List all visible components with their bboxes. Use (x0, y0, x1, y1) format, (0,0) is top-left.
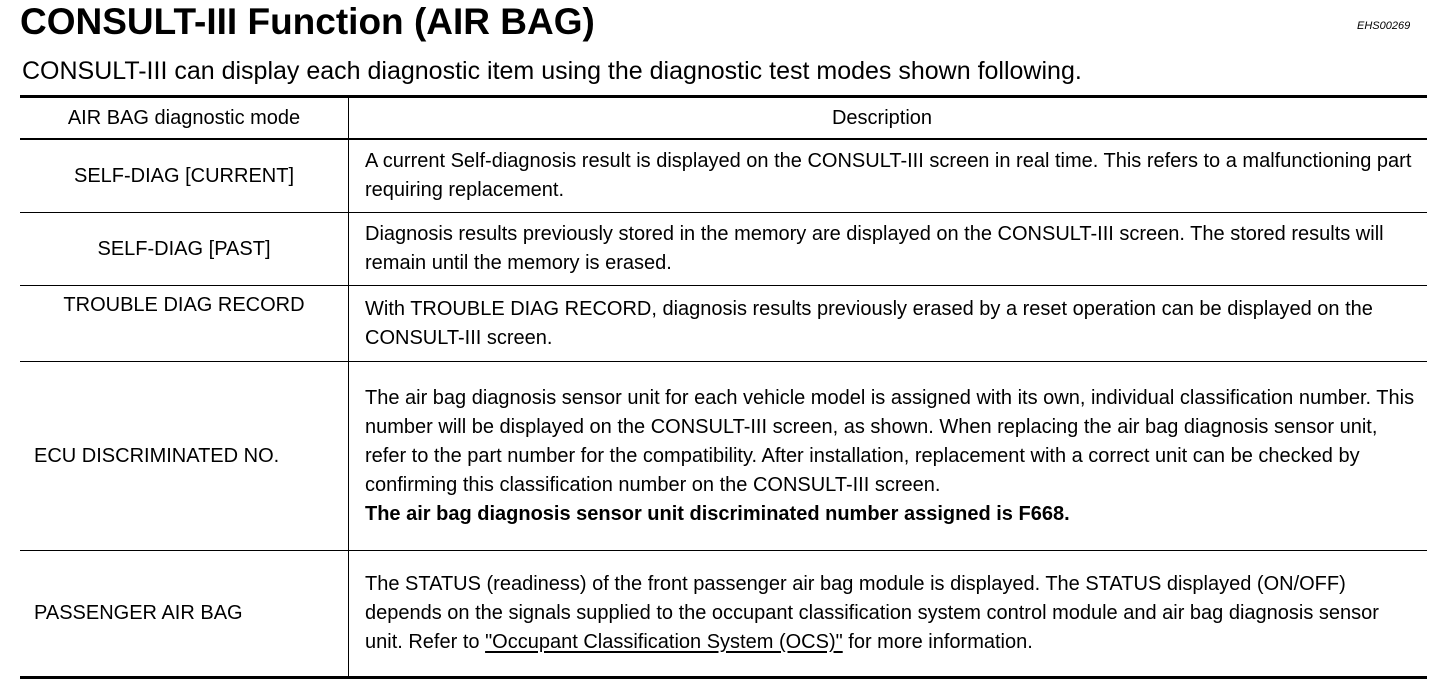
document-code: EHS00269 (1357, 20, 1411, 32)
mode-cell: SELF-DIAG [CURRENT] (20, 139, 349, 213)
column-header-description: Description (349, 97, 1428, 140)
table-row (20, 286, 1427, 362)
table-row (20, 362, 1427, 551)
description-text-end: for more information. (848, 631, 1033, 653)
column-header-mode: AIR BAG diagnostic mode (20, 97, 349, 140)
description-cell: With TROUBLE DIAG RECORD, diagnosis results previously erased by a reset operation can be displayed on the CONSULT-III screen. (349, 286, 1428, 362)
table-row (20, 213, 1427, 286)
mode-cell: PASSENGER AIR BAG (20, 551, 349, 678)
description-cell: Diagnosis results previously stored in the memory are displayed on the CONSULT-III screen. The stored results will remain until the memory is erased. (349, 213, 1428, 286)
table-header-row (20, 97, 1427, 140)
discriminated-number-note: The air bag diagnosis sensor unit discriminated number assigned is F668. (365, 502, 1070, 525)
description-text: The air bag diagnosis sensor unit for each vehicle model is assigned with its own, individual classification number. This number will be displayed on the CONSULT-III screen, as shown. When replacing the air bag diagnosis sensor unit, refer to the part number for the compatibility. After installation, replacement with a correct unit can be checked by confirming this classification number on the CONSULT-III screen. (365, 386, 1415, 496)
description-cell (349, 551, 1428, 678)
intro-text: CONSULT-III can display each diagnostic item using the diagnostic test modes shown following. (22, 57, 1082, 85)
mode-cell: ECU DISCRIMINATED NO. (20, 362, 349, 551)
diagnostic-mode-table (20, 95, 1427, 679)
description-cell: A current Self-diagnosis result is displayed on the CONSULT-III screen in real time. This refers to a malfunctioning part requiring replacement. (349, 139, 1428, 213)
description-cell (349, 362, 1428, 551)
mode-cell: SELF-DIAG [PAST] (20, 213, 349, 286)
description-text: The STATUS (readiness) of the front passenger air bag module is displayed. The STATUS displayed (ON/OFF) depends on the signals supplied to the occupant classification system control module and air bag diagnosis sensor unit. Refer to (365, 573, 1379, 653)
table-row (20, 139, 1427, 213)
mode-cell: TROUBLE DIAG RECORD (20, 286, 349, 362)
ocs-reference-link[interactable]: "Occupant Classification System (OCS)" (485, 631, 843, 653)
page-title: CONSULT-III Function (AIR BAG) (20, 1, 595, 42)
table-row (20, 551, 1427, 678)
